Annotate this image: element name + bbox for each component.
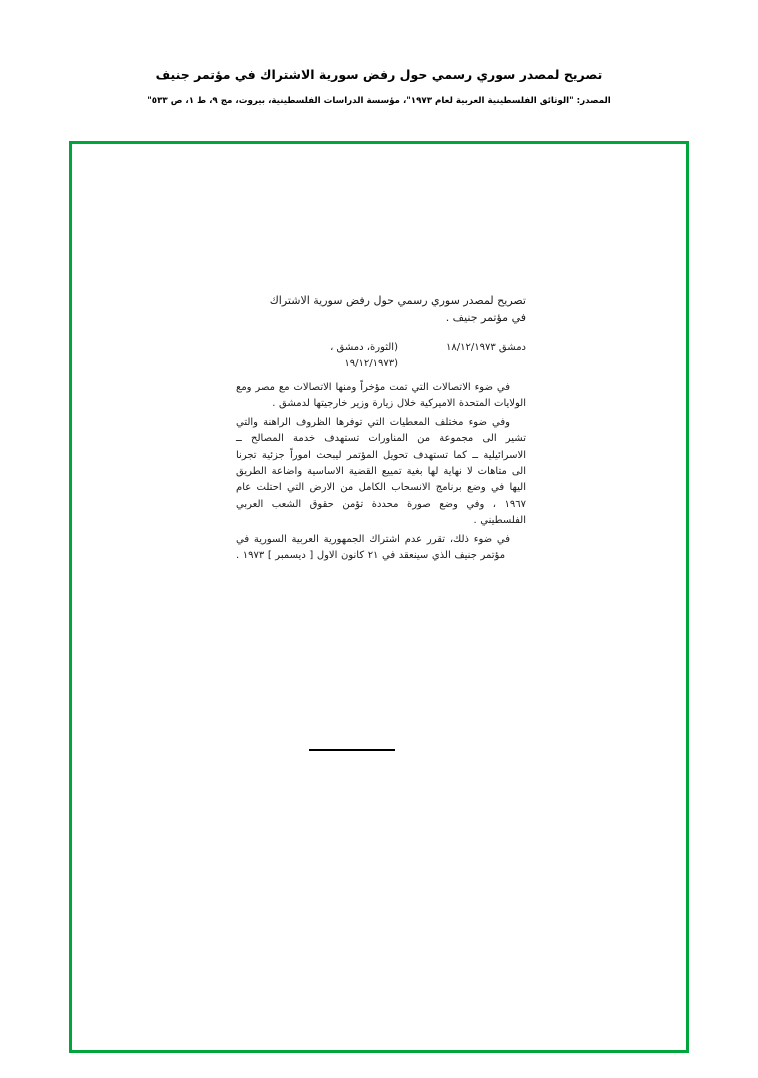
scan-paragraph: وفي ضوء مختلف المعطيات التي توفرها الظروف الراهنة والتي تشير الى مجموعة من المناورات تستهدف خدمة المصالح ــ الاسرائيلية ــ كما تستهدف تحويل المؤتمر ليبحث اموراً جزئية تجرنا الى متاهات لا نهاية لها بغية تمييع القضية الاساسية واضاعة الطريق اليها في وضع برنامج الانسحاب الكامل من الارض التي احتلت عام ١٩٦٧ ، وفي وضع صورة محددة تؤمن حقوق الشعب العربي الفلسطيني . xyxy=(236,416,526,527)
scan-heading-line-1: تصريح لمصدر سوري رسمي حول رفض سورية الاشتراك xyxy=(269,294,526,307)
source-citation: المصدر: "الوثائق الفلسطينية العربية لعام ١٩٧٣"، مؤسسة الدراسات الفلسطينية، بيروت، مج ٩، ط ١، ص ٥٣٣" xyxy=(147,96,611,106)
scan-source-line-2: (١٩/١٢/١٩٧٣ xyxy=(344,358,398,369)
scanned-document-text xyxy=(236,292,526,566)
page-title: تصريح لمصدر سوري رسمي حول رفض سورية الاشتراك في مؤتمر جنيف xyxy=(155,67,603,82)
scan-meta-block xyxy=(236,340,526,372)
scan-meta-line-1 xyxy=(236,340,526,356)
scan-meta-line-2 xyxy=(236,356,526,372)
scan-source-line-1: (الثورة، دمشق ، xyxy=(330,342,398,353)
scan-dateline: دمشق ١٨/١٢/١٩٧٣ xyxy=(446,342,526,353)
scan-paragraph: في ضوء الاتصالات التي تمت مؤخراً ومنها الاتصالات مع مصر ومع الولايات المتحدة الاميركية خلال زيارة وزير خارجيتها لدمشق . xyxy=(236,382,526,410)
scanned-page-frame xyxy=(69,141,689,1053)
scan-paragraph: في ضوء ذلك، تقرر عدم اشتراك الجمهورية العربية السورية في مؤتمر جنيف الذي سينعقد في ٢١ كانون الاول [ ديسمبر ] ١٩٧٣ . xyxy=(236,533,510,562)
document-header xyxy=(0,66,758,108)
horizontal-rule xyxy=(309,749,395,751)
scan-heading-line-2: في مؤتمر جنيف . xyxy=(445,311,526,324)
scanned-page-surface xyxy=(83,155,675,1039)
scan-heading xyxy=(236,292,526,326)
